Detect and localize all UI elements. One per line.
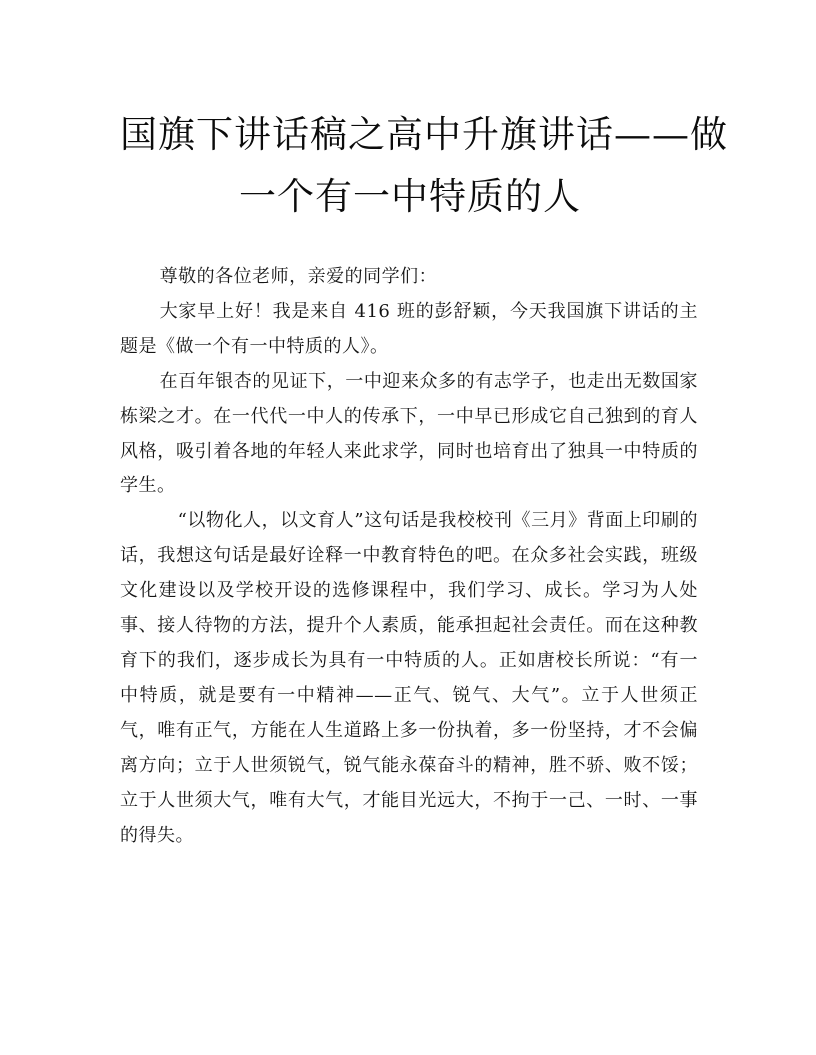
history-paragraph: 在百年银杏的见证下，一中迎来众多的有志学子，也走出无数国家栋梁之才。在一代代一中人的传承下，一中早已形成它自己独到的育人风格，吸引着各地的年轻人来此求学，同时也培育出了独具一中特质的学生。 (120, 370, 698, 497)
greeting-paragraph: 大家早上好！我是来自 416 班的彭舒颖，今天我国旗下讲话的主题是《做一个有一中特质的人》。 (120, 300, 698, 357)
title-line-1: 国旗下讲话稿之高中升旗讲话——做 (120, 113, 728, 156)
salutation-paragraph: 尊敬的各位老师，亲爱的同学们： (159, 266, 438, 287)
document-body (120, 260, 698, 853)
motto-paragraph: “以物化人，以文育人”这句话是我校校刊《三月》背面上印刷的话，我想这句话是最好诠释一中教育特色的吧。在众多社会实践，班级文化建设以及学校开设的选修课程中，我们学习、成长。学习为人处事、接人待物的方法，提升个人素质，能承担起社会责任。而在这种教育下的我们，逐步成长为具有一中特质的人。正如唐校长所说：“有一中特质，就是要有一中精神——正气、锐气、大气”。立于人世须正气，唯有正气，方能在人生道路上多一份执着，多一份坚持，才不会偏离方向；立于人世须锐气，锐气能永葆奋斗的精神，胜不骄、败不馁；立于人世须大气，唯有大气，才能目光远大，不拘于一己、一时、一事的得失。 (120, 510, 698, 846)
document-title (120, 104, 728, 228)
title-line-2: 一个有一中特质的人 (239, 175, 581, 218)
